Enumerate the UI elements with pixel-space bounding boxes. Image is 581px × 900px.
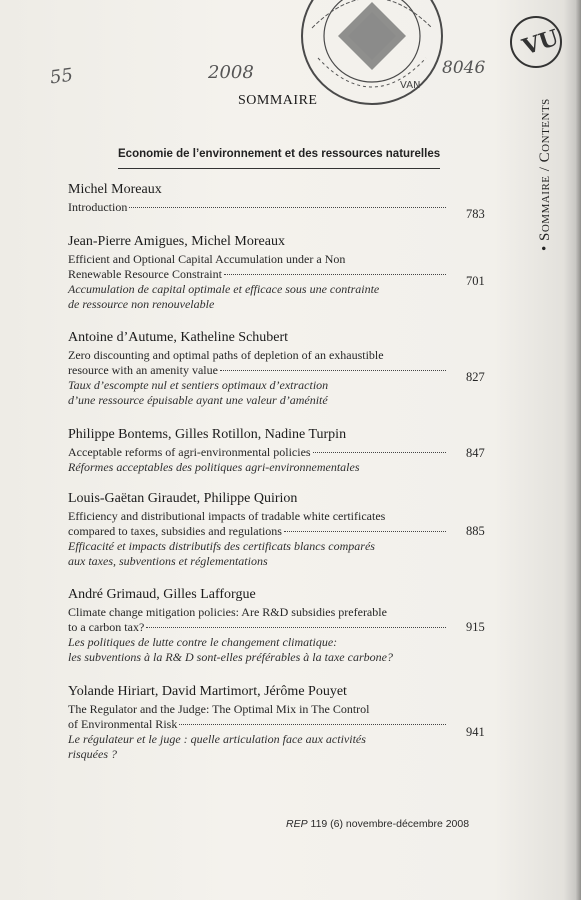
toc-entry	[68, 181, 488, 233]
handwritten-number: 55	[48, 64, 75, 89]
entry-title-line: The Regulator and the Judge: The Optimal Mix in The Control	[68, 702, 370, 716]
handwritten-number: 8046	[442, 58, 486, 78]
entry-title	[68, 445, 446, 460]
svg-text:VAN: VAN	[400, 80, 421, 91]
side-section-label: • Sommaire / Contents	[537, 98, 553, 251]
entry-title-line: Zero discounting and optimal paths of depletion of an exhaustible	[68, 348, 384, 362]
entry-title-line: Acceptable reforms of agri-environmental policies	[68, 445, 311, 459]
scan-edge-shadow	[575, 0, 581, 900]
entry-title	[68, 620, 446, 635]
issue-info: 119 (6) novembre-décembre 2008	[310, 818, 470, 830]
section-title: Economie de l’environnement et des ressources naturelles	[118, 148, 441, 160]
toc-entry	[68, 233, 488, 329]
entry-authors: André Grimaud, Gilles Lafforgue	[68, 587, 256, 602]
toc-entry	[68, 329, 488, 426]
page-number: 827	[466, 370, 485, 384]
svg-text:VU: VU	[519, 24, 562, 61]
entry-title-line: Climate change mitigation policies: Are R&D subsidies preferable	[68, 605, 387, 619]
entry-title-line: Efficient and Optional Capital Accumulation under a Non	[68, 252, 346, 266]
entry-title-line: Efficiency and distributional impacts of tradable white certificates	[68, 509, 386, 523]
entry-title-line: resource with an amenity value	[68, 363, 218, 377]
journal-footer	[286, 818, 469, 830]
dot-leader	[146, 626, 446, 628]
toc-entry	[68, 490, 488, 586]
dot-leader	[284, 530, 446, 532]
entry-authors: Michel Moreaux	[68, 182, 162, 197]
page-number: 701	[466, 274, 485, 288]
entry-authors: Antoine d’Autume, Katheline Schubert	[68, 330, 289, 345]
entry-title-fr-line: Efficacité et impacts distributifs des certificats blancs comparés	[68, 539, 375, 553]
entry-title-fr-line: risquées ?	[68, 746, 117, 761]
entry-title	[68, 363, 446, 378]
handwritten-date: 2008	[208, 62, 254, 83]
entry-title	[68, 200, 446, 215]
page-title: SOMMAIRE	[238, 93, 318, 108]
toc-entry	[68, 683, 488, 773]
entry-title-fr-line: d’une ressource épuisable ayant une valeur d’aménité	[68, 392, 328, 407]
entry-authors: Yolande Hiriart, David Martimort, Jérôme Pouyet	[68, 684, 347, 699]
entry-title-fr-line: de ressource non renouvelable	[68, 296, 215, 311]
vu-stamp	[508, 14, 564, 70]
entry-title-line: Introduction	[68, 200, 128, 214]
dot-leader	[129, 206, 446, 208]
entry-title-fr-line: Taux d’escompte nul et sentiers optimaux d’extraction	[68, 378, 329, 392]
entry-title	[68, 717, 446, 732]
entry-title-line: compared to taxes, subsidies and regulations	[68, 524, 282, 538]
dot-leader	[313, 451, 446, 453]
journal-name: REP	[286, 818, 308, 830]
entry-title	[68, 267, 446, 282]
entry-title-line: of Environmental Risk	[68, 717, 178, 731]
page-number: 885	[466, 524, 485, 538]
entry-authors: Jean-Pierre Amigues, Michel Moreaux	[68, 234, 285, 249]
entry-title-line: Renewable Resource Constraint	[68, 267, 222, 281]
page-number: 941	[466, 725, 485, 739]
toc-entry	[68, 586, 488, 683]
entry-authors: Louis-Gaëtan Giraudet, Philippe Quirion	[68, 491, 298, 506]
entry-title-fr-line: les subventions à la R& D sont-elles préférables à la taxe carbone?	[68, 649, 393, 664]
entry-title-fr-line: aux taxes, subventions et réglementations	[68, 553, 268, 568]
page-number: 915	[466, 620, 485, 634]
toc-entry	[68, 426, 488, 490]
dot-leader	[224, 273, 446, 275]
section-divider	[118, 168, 440, 169]
entry-title	[68, 524, 446, 539]
entry-authors: Philippe Bontems, Gilles Rotillon, Nadine Turpin	[68, 427, 347, 442]
entry-title-fr-line: Le régulateur et le juge : quelle articulation face aux activités	[68, 732, 366, 746]
dot-leader	[179, 723, 446, 725]
toc-entries	[68, 181, 488, 773]
dot-leader	[220, 369, 446, 371]
entry-title-fr-line: Réformes acceptables des politiques agri-environnementales	[68, 460, 360, 474]
page-number: 847	[466, 446, 485, 460]
entry-title-fr-line: Accumulation de capital optimale et efficace sous une contrainte	[68, 282, 380, 296]
entry-title-fr-line: Les politiques de lutte contre le changement climatique:	[68, 635, 338, 649]
page-number: 783	[466, 207, 485, 221]
entry-title-line: to a carbon tax?	[68, 620, 145, 634]
